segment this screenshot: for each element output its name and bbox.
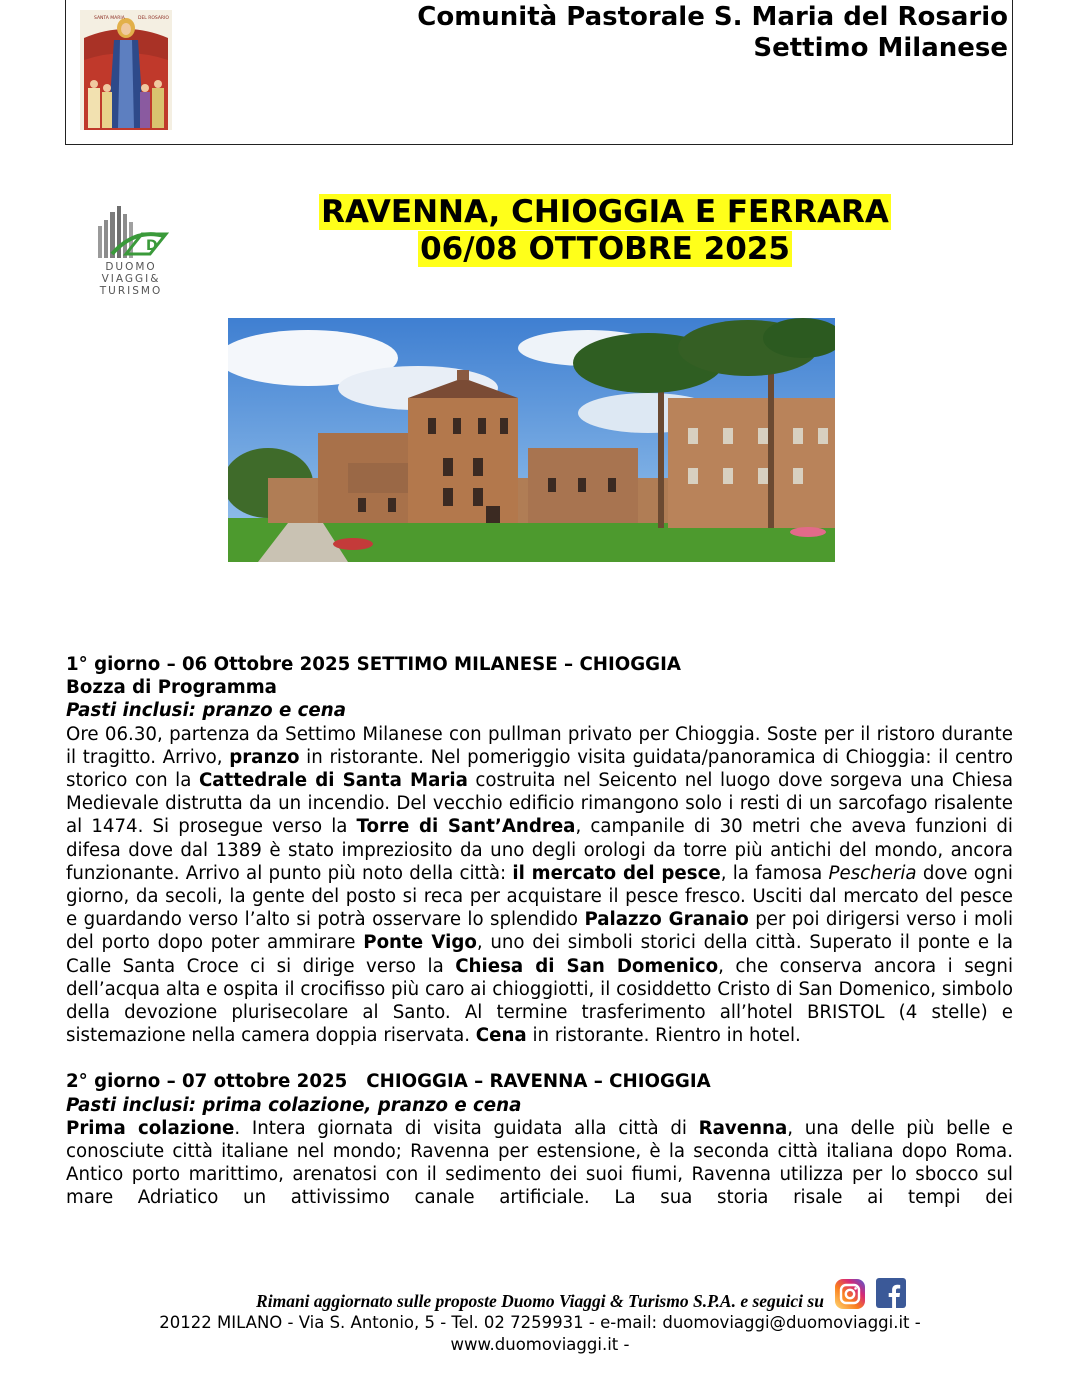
day1-meals: Pasti inclusi: pranzo e cena [66, 700, 346, 722]
day1-italic-pescheria: Pescheria [828, 862, 917, 884]
day2-heading: 2° giorno – 07 ottobre 2025 CHIOGGIA – RAVENNA – CHIOGGIA [66, 1071, 711, 1093]
parish-name [417, 2, 1008, 64]
day1-bold-ponte: Ponte Vigo [363, 932, 477, 954]
day1-subheading: Bozza di Programma [66, 677, 277, 699]
madonna-del-rosario-image [80, 10, 172, 130]
icon-caption-right: DEL ROSARIO [138, 16, 169, 21]
icon-caption-left: SANTA MARIA [94, 16, 125, 21]
day1-heading: 1° giorno – 06 Ottobre 2025 SETTIMO MILANESE – CHIOGGIA [66, 654, 681, 675]
day1-text: , la famosa [720, 862, 829, 884]
day1-text: , campanile di 30 metri che aveva funzioni di difesa dove dal 1389 è stato impreziosito da uno degli orologi da torre più antichi del mondo, ancora funzionante. Arrivo al punto più noto della città: [66, 816, 1013, 884]
day2-text: . Intera giornata di visita guidata alla città di [234, 1117, 699, 1139]
day1-text: costruita nel Seicento nel luogo dove sorgeva una Chiesa Medievale distrutta da un incendio. Del vecchio edificio rimangono solo i resti di un sarcofago risalente al 1474. Si prosegue verso la [66, 770, 1013, 838]
programme-text [66, 653, 1013, 1210]
day2-meals: Pasti inclusi: prima colazione, pranzo e cena [66, 1094, 522, 1116]
san-vitale-basilica-photo [228, 318, 835, 562]
day1-text: , uno dei simboli storici della città. Superato il ponte e la Calle Santa Croce ci si dirige verso la [66, 932, 1013, 977]
day1-text: in ristorante. Nel pomeriggio visita guidata/panoramica di Chioggia: il centro storico con la [66, 746, 1013, 792]
day1-bold-torre: Torre di Sant’Andrea [356, 816, 576, 838]
day1-bold-chiesa: Chiesa di San Domenico [455, 955, 719, 977]
day2-text: , una delle più belle e conosciute città italiane nel mondo; Ravenna per estensione, è la seconda città italiana dopo Roma. Antico porto marittimo, arenatosi con il sedimento dei suoi fiumi, Ravenna utilizza per lo sbocco sul mare Adriatico un attivissimo canale artificiale. La sua storia risale ai tempi dei [66, 1117, 1013, 1209]
day1-text: dove ogni giorno, da secoli, la gente del posto si reca per acquistare il pesce fresco. Usciti dal mercato del pesce e guardando verso l’alto si potrà osservare lo splendido [66, 862, 1013, 931]
logo-text-turismo: TURISMO [99, 285, 163, 297]
day1-text: in ristorante. Rientro in hotel. [526, 1025, 801, 1047]
footer-address: 20122 MILANO - Via S. Antonio, 5 - Tel. 02 7259931 - e-mail: duomoviaggi@duomoviaggi.it - [159, 1313, 921, 1332]
day1-bold-mercato: il mercato del pesce [512, 862, 721, 884]
trip-title [0, 194, 1080, 268]
trip-title-destinations: RAVENNA, CHIOGGIA E FERRARA [321, 194, 889, 230]
day2-bold-colazione: Prima colazione [66, 1117, 235, 1139]
day1-bold-cattedrale: Cattedrale di Santa Maria [198, 770, 468, 792]
day1-bold-pranzo: pranzo [229, 746, 300, 768]
day1-text: per poi dirigersi verso i moli del porto dopo poter ammirare [66, 909, 1013, 954]
trip-title-dates: 06/08 OTTOBRE 2025 [420, 231, 790, 267]
parish-name-line2: Settimo Milanese [753, 33, 1008, 63]
footer-website[interactable]: www.duomoviaggi.it - [450, 1335, 630, 1354]
svg-text:D: D [146, 238, 158, 254]
footer [0, 1290, 1080, 1356]
day1-bold-cena: Cena [475, 1025, 527, 1047]
footer-follow-text: Rimani aggiornato sulle proposte Duomo Viaggi & Turismo S.P.A. e seguici su [256, 1291, 824, 1311]
day2-description [66, 1117, 1013, 1210]
day1-bold-palazzo: Palazzo Granaio [584, 909, 749, 931]
day1-text: Ore 06.30, partenza da Settimo Milanese con pullman privato per Chioggia. Soste per il ristoro durante il tragitto. Arrivo, [66, 723, 1013, 768]
logo-text-viaggi: VIAGGI& [101, 273, 161, 285]
day2-bold-ravenna: Ravenna [698, 1117, 788, 1139]
day1-text: , che conserva ancora i segni dell’acqua alta e ospita il crocifisso più caro ai chioggiotti, il cosiddetto Cristo di San Domenico, simbolo della devozione plurisecolare al Santo. Al termine trasferimento all’hotel BRISTOL (4 stelle) e sistemazione nella camera doppia riservata. [66, 955, 1013, 1047]
parish-name-line1: Comunità Pastorale S. Maria del Rosario [417, 2, 1008, 32]
logo-text-duomo: DUOMO [105, 261, 157, 273]
day1-description [66, 723, 1013, 1048]
